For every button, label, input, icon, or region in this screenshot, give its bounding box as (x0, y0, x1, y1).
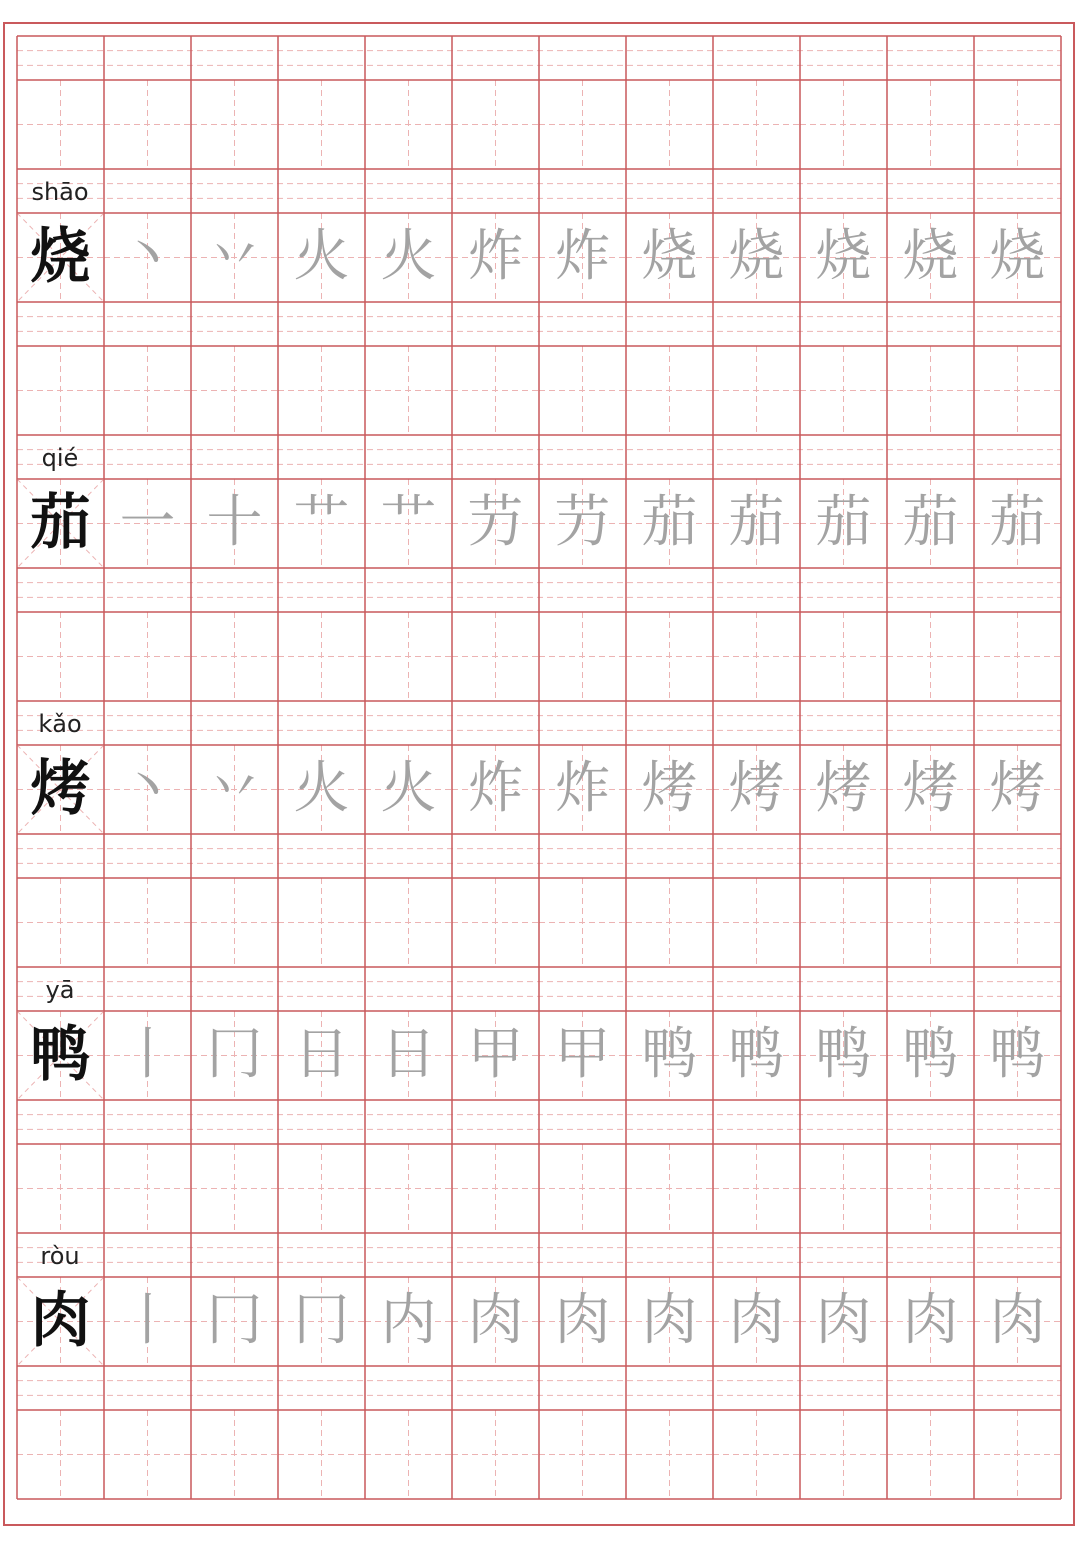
stroke-order-character: 内 (380, 1288, 437, 1353)
stroke-order-character: 一 (119, 490, 176, 555)
model-character: 肉 (30, 1286, 91, 1356)
stroke-order-character: 冂 (206, 1288, 263, 1353)
stroke-order-character: 烧 (989, 224, 1046, 289)
stroke-order-character: 丨 (119, 1022, 176, 1087)
stroke-order-character: 冂 (206, 1022, 263, 1087)
stroke-order-character: 丨 (119, 1288, 176, 1353)
stroke-order-character: 甲 (467, 1022, 524, 1087)
stroke-order-character: 茄 (641, 490, 698, 555)
stroke-order-character: 烤 (641, 756, 698, 821)
stroke-order-character: 肉 (989, 1288, 1046, 1353)
stroke-order-character: 肉 (554, 1288, 611, 1353)
stroke-order-character: 肉 (815, 1288, 872, 1353)
stroke-order-character: 十 (206, 490, 263, 555)
stroke-order-character: 火 (293, 224, 350, 289)
pinyin-label: shāo (31, 178, 89, 206)
stroke-order-character: 芀 (554, 490, 611, 555)
stroke-order-character: 茄 (728, 490, 785, 555)
pinyin-label: kǎo (38, 710, 82, 738)
model-character: 烤 (30, 754, 91, 824)
stroke-order-character: 艹 (380, 490, 437, 555)
stroke-order-character: 烤 (728, 756, 785, 821)
stroke-order-character: 甲 (554, 1022, 611, 1087)
stroke-order-character: 鸭 (728, 1022, 785, 1087)
stroke-order-character: 肉 (641, 1288, 698, 1353)
model-character: 烧 (30, 222, 91, 292)
practice-sheet (3, 22, 1075, 1526)
stroke-order-character: 炸 (554, 224, 611, 289)
stroke-order-character: 丶 (119, 756, 176, 821)
pinyin-label: qié (41, 444, 79, 472)
stroke-order-character: 烧 (902, 224, 959, 289)
stroke-order-character: 烧 (728, 224, 785, 289)
stroke-order-character: 冂 (293, 1288, 350, 1353)
stroke-order-character: 丷 (206, 756, 263, 821)
stroke-order-character: 丶 (119, 224, 176, 289)
stroke-order-character: 炸 (467, 224, 524, 289)
stroke-order-character: 火 (380, 224, 437, 289)
stroke-order-character: 烤 (902, 756, 959, 821)
pinyin-label: yā (45, 976, 75, 1004)
stroke-order-character: 烤 (815, 756, 872, 821)
stroke-order-character: 艹 (293, 490, 350, 555)
model-character: 鸭 (30, 1020, 91, 1090)
stroke-order-character: 火 (380, 756, 437, 821)
stroke-order-character: 鸭 (989, 1022, 1046, 1087)
stroke-order-character: 肉 (467, 1288, 524, 1353)
stroke-order-character: 肉 (728, 1288, 785, 1353)
stroke-order-character: 茄 (989, 490, 1046, 555)
stroke-order-character: 烧 (815, 224, 872, 289)
pinyin-label: ròu (40, 1242, 80, 1270)
stroke-order-character: 鸭 (902, 1022, 959, 1087)
stroke-order-character: 日 (380, 1022, 437, 1087)
stroke-order-character: 炸 (554, 756, 611, 821)
stroke-order-character: 日 (293, 1022, 350, 1087)
stroke-order-character: 鸭 (815, 1022, 872, 1087)
stroke-order-character: 丷 (206, 224, 263, 289)
stroke-order-character: 炸 (467, 756, 524, 821)
stroke-order-character: 芀 (467, 490, 524, 555)
stroke-order-character: 茄 (815, 490, 872, 555)
stroke-order-character: 烤 (989, 756, 1046, 821)
stroke-order-character: 肉 (902, 1288, 959, 1353)
model-character: 茄 (30, 488, 91, 558)
stroke-order-character: 烧 (641, 224, 698, 289)
stroke-order-character: 火 (293, 756, 350, 821)
stroke-order-character: 鸭 (641, 1022, 698, 1087)
stroke-order-character: 茄 (902, 490, 959, 555)
